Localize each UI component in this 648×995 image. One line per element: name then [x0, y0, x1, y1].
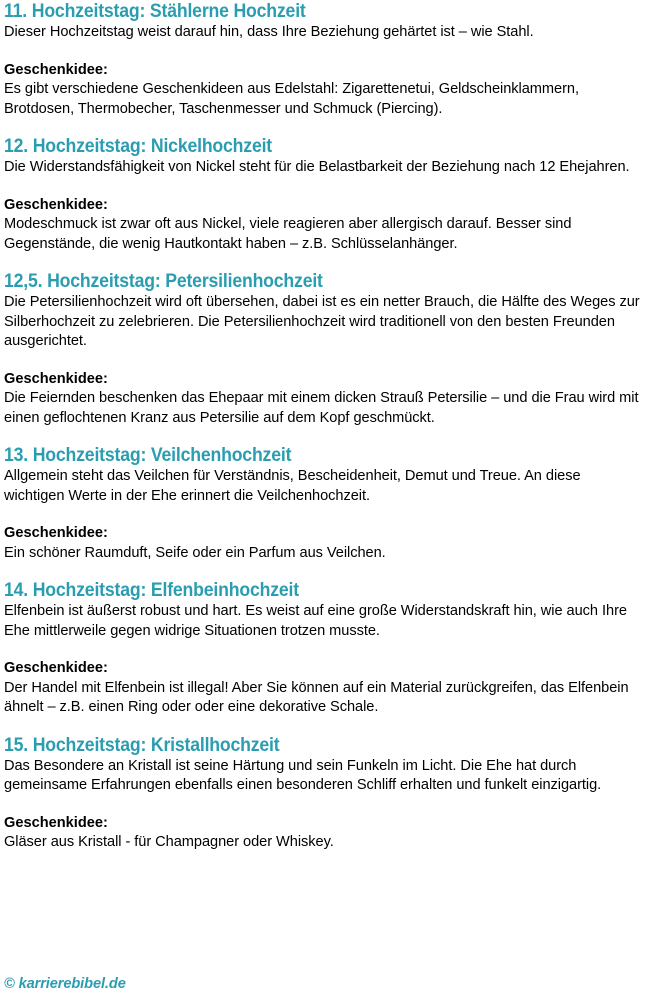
section-title: 11. Hochzeitstag: Stählerne Hochzeit [4, 1, 306, 22]
section-12-5-parsley-anniversary [4, 270, 644, 428]
gift-idea-text: Der Handel mit Elfenbein ist illegal! Aber Sie können auf ein Material zurückgreifen, das Elfenbein ähnelt – z.B. einen Ring oder oder eine dekorative Schale. [4, 679, 629, 715]
gift-idea-label: Geschenkidee: [4, 814, 108, 831]
section-title: 12,5. Hochzeitstag: Petersilienhochzeit [4, 271, 323, 292]
copyright-footer: © karrierebibel.de [4, 976, 126, 992]
section-description: Die Widerstandsfähigkeit von Nickel steht für die Belastbarkeit der Beziehung nach 12 Ehejahren. [4, 159, 630, 175]
gift-idea-text: Ein schöner Raumduft, Seife oder ein Parfum aus Veilchen. [4, 544, 386, 561]
gift-idea-label: Geschenkidee: [4, 196, 108, 213]
section-title: 14. Hochzeitstag: Elfenbeinhochzeit [4, 580, 299, 601]
document-page [4, 0, 644, 853]
gift-idea-label: Geschenkidee: [4, 370, 108, 387]
section-12-nickel-anniversary [4, 135, 644, 254]
section-title: 13. Hochzeitstag: Veilchenhochzeit [4, 445, 292, 466]
gift-idea-label: Geschenkidee: [4, 660, 108, 676]
section-description: Dieser Hochzeitstag weist darauf hin, dass Ihre Beziehung gehärtet ist – wie Stahl. [4, 24, 534, 40]
section-description: Das Besondere an Kristall ist seine Härtung und sein Funkeln im Licht. Die Ehe hat durch gemeinsame Erfahrungen ebenfalls einen besonderen Schliff erhalten und funkelt einzigartig. [4, 757, 602, 793]
section-description: Die Petersilienhochzeit wird oft übersehen, dabei ist es ein netter Brauch, die Hälfte des Weges zur Silberhochzeit zu zelebrieren. Die Petersilienhochzeit wird traditionell von den besten Freunden ausgerichtet. [4, 294, 640, 349]
section-13-violet-anniversary [4, 444, 644, 563]
section-description: Elfenbein ist äußerst robust und hart. Es weist auf eine große Widerstandskraft hin, wie auch Ihre Ehe mittlerweile gegen widrige Situationen trotzen musste. [4, 603, 627, 639]
section-15-crystal-anniversary [4, 734, 644, 853]
gift-idea-text: Modeschmuck ist zwar oft aus Nickel, viele reagieren aber allergisch darauf. Besser sind Gegenstände, die wenig Hautkontakt haben – z.B. Schlüsselanhänger. [4, 216, 572, 252]
gift-idea-text: Die Feiernden beschenken das Ehepaar mit einem dicken Strauß Petersilie – und die Frau wird mit einen geflochtenen Kranz aus Petersilie auf dem Kopf geschmückt. [4, 390, 639, 426]
gift-idea-label: Geschenkidee: [4, 61, 108, 78]
section-14-ivory-anniversary [4, 579, 644, 718]
gift-idea-text: Es gibt verschiedene Geschenkideen aus Edelstahl: Zigarettenetui, Geldscheinklammern, Brotdosen, Thermobecher, Taschenmesser und Schmuck (Piercing). [4, 81, 579, 117]
section-11-steel-anniversary [4, 0, 644, 119]
section-title: 12. Hochzeitstag: Nickelhochzeit [4, 136, 273, 157]
section-title: 15. Hochzeitstag: Kristallhochzeit [4, 734, 280, 756]
gift-idea-text: Gläser aus Kristall - für Champagner oder Whiskey. [4, 834, 334, 850]
section-description: Allgemein steht das Veilchen für Verständnis, Bescheidenheit, Demut und Treue. An diese wichtigen Werte in der Ehe erinnert die Veilchenhochzeit. [4, 468, 581, 504]
gift-idea-label: Geschenkidee: [4, 525, 108, 541]
